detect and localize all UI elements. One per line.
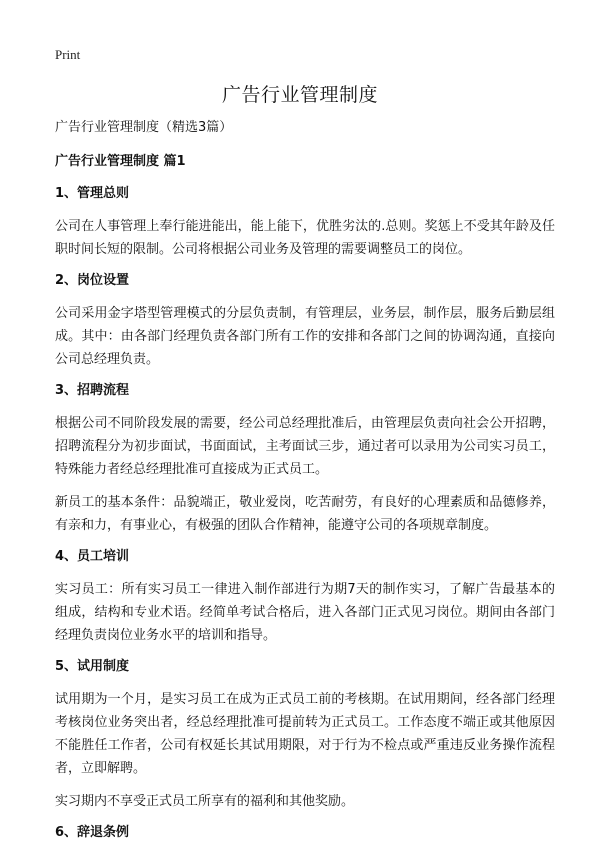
section-paragraph: 实习员工：所有实习员工一律进入制作部进行为期7天的制作实习，了解广告最基本的组成，结构和专业术语。经简单考试合格后，进入各部门正式见习岗位。期间由各部门经理负责岗位业务水平的培训和指导。 [55,582,555,643]
document-subtitle: 广告行业管理制度（精选3篇） [55,120,233,135]
section-4 [55,547,555,647]
section-6 [55,823,555,843]
section-2 [55,271,555,371]
section-heading: 2、岗位设置 [55,273,130,288]
section-heading: 6、辞退条例 [55,825,130,840]
print-link[interactable]: Print [55,47,81,62]
section-5 [55,657,555,813]
section-heading: 1、管理总则 [55,186,130,201]
article-title: 广告行业管理制度 篇1 [55,154,186,169]
section-paragraph: 试用期为一个月，是实习员工在成为正式员工前的考核期。在试用期间，经各部门经理考核岗位业务突出者，经总经理批准可提前转为正式员工。工作态度不端正或其他原因不能胜任工作者，公司有权延长其试用期限，对于行为不检点或严重违反业务操作流程者，立即解聘。 [55,692,555,776]
section-paragraph: 实习期内不享受正式员工所享有的福利和其他奖励。 [55,794,355,809]
page-title: 广告行业管理制度 [221,84,378,106]
section-paragraph: 新员工的基本条件：品貌端正，敬业爱岗，吃苦耐劳，有良好的心理素质和品德修养，有亲和力，有事业心，有极强的团队合作精神，能遵守公司的各项规章制度。 [55,495,555,533]
section-3 [55,381,555,537]
section-paragraph: 公司在人事管理上奉行能进能出，能上能下，优胜劣汰的.总则。奖惩上不受其年龄及任职时间长短的限制。公司将根据公司业务及管理的需要调整员工的岗位。 [55,219,555,257]
section-heading: 4、员工培训 [55,549,130,564]
section-heading: 5、试用制度 [55,659,130,674]
section-1 [55,184,555,261]
section-paragraph: 根据公司不同阶段发展的需要，经公司总经理批准后，由管理层负责向社会公开招聘，招聘流程分为初步面试，书面面试，主考面试三步，通过者可以录用为公司实习员工，特殊能力者经总经理批准可直接成为正式员工。 [55,416,555,477]
section-paragraph: 公司采用金字塔型管理模式的分层负责制，有管理层，业务层，制作层，服务后勤层组成。其中：由各部门经理负责各部门所有工作的安排和各部门之间的协调沟通，直接向公司总经理负责。 [55,306,555,367]
document-body [55,118,555,854]
section-heading: 3、招聘流程 [55,383,130,398]
